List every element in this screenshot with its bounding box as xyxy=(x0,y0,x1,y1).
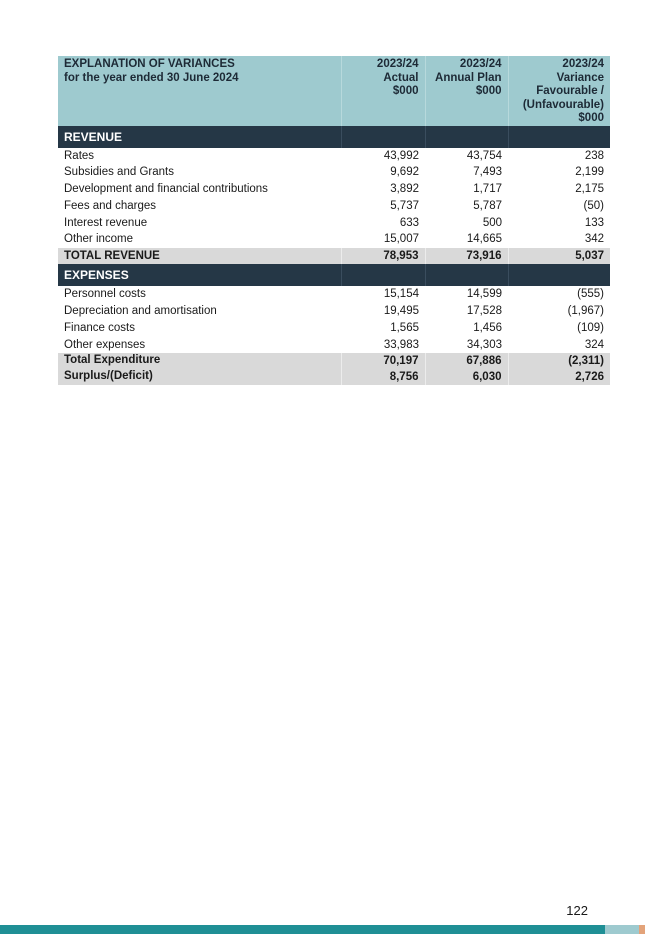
plan-header-label: Annual Plan xyxy=(435,71,502,84)
plan-header-year: 2023/24 xyxy=(459,58,502,70)
table-title-line1: EXPLANATION OF VARIANCES xyxy=(64,58,235,70)
row-variance: 324 xyxy=(584,338,604,351)
variance-header-year: 2023/24 xyxy=(562,58,604,70)
total-revenue-plan: 73,916 xyxy=(425,248,508,264)
table-title xyxy=(58,56,341,126)
surplus-plan: 6,030 xyxy=(425,369,508,385)
row-variance: 238 xyxy=(584,149,604,162)
table-row xyxy=(58,303,610,320)
surplus-label: Surplus/(Deficit) xyxy=(58,369,341,385)
row-plan: 5,787 xyxy=(473,199,502,212)
row-variance: (555) xyxy=(577,288,604,301)
row-variance: 342 xyxy=(584,233,604,246)
row-variance: 2,199 xyxy=(575,166,604,179)
variance-header-unfavourable: (Unfavourable) xyxy=(522,98,604,111)
row-label: Personnel costs xyxy=(64,288,146,301)
expenses-section-label: EXPENSES xyxy=(58,264,341,286)
row-plan: 1,456 xyxy=(473,321,502,334)
actual-header-label: Actual xyxy=(383,71,419,84)
page-number: 122 xyxy=(566,903,588,918)
row-actual: 43,992 xyxy=(383,149,419,162)
table-row xyxy=(58,231,610,248)
actual-column-header xyxy=(341,56,425,126)
row-label: Other income xyxy=(64,233,134,246)
row-variance: (1,967) xyxy=(567,305,604,318)
total-revenue-actual: 78,953 xyxy=(341,248,425,264)
row-actual: 5,737 xyxy=(390,199,419,212)
total-expenditure-actual: 70,197 xyxy=(341,353,425,369)
row-actual: 3,892 xyxy=(390,183,419,196)
row-label: Rates xyxy=(64,149,95,162)
row-variance: (109) xyxy=(577,321,604,334)
table-row xyxy=(58,198,610,215)
variance-column-header xyxy=(508,56,610,126)
total-expenditure-label: Total Expenditure xyxy=(58,353,341,369)
total-expenditure-variance: (2,311) xyxy=(508,353,610,369)
total-revenue-label: TOTAL REVENUE xyxy=(58,248,341,264)
table-row xyxy=(58,148,610,165)
row-label: Fees and charges xyxy=(64,199,157,212)
table-title-line2: for the year ended 30 June 2024 xyxy=(64,71,239,84)
table-row xyxy=(58,320,610,337)
plan-column-header xyxy=(425,56,508,126)
table-row xyxy=(58,286,610,303)
row-variance: (50) xyxy=(583,199,604,212)
row-variance: 2,175 xyxy=(575,183,604,196)
table-row xyxy=(58,337,610,354)
variance-header-label: Variance xyxy=(556,71,604,84)
row-plan: 14,599 xyxy=(466,288,502,301)
row-label: Other expenses xyxy=(64,338,146,351)
total-expenditure-plan: 67,886 xyxy=(425,353,508,369)
row-plan: 7,493 xyxy=(473,166,502,179)
table-row xyxy=(58,164,610,181)
total-revenue-variance: 5,037 xyxy=(508,248,610,264)
variance-header-unit: $000 xyxy=(578,112,604,124)
total-expenditure-row xyxy=(58,353,610,369)
table-row xyxy=(58,181,610,198)
revenue-section-label: REVENUE xyxy=(58,126,341,148)
row-actual: 15,154 xyxy=(383,288,419,301)
surplus-variance: 2,726 xyxy=(508,369,610,385)
variance-header-favourable: Favourable / xyxy=(536,85,604,97)
plan-header-unit: $000 xyxy=(475,85,502,97)
row-actual: 9,692 xyxy=(390,166,419,179)
row-plan: 500 xyxy=(482,216,502,229)
row-actual: 19,495 xyxy=(383,305,419,318)
row-label: Interest revenue xyxy=(64,216,148,229)
surplus-actual: 8,756 xyxy=(341,369,425,385)
row-plan: 1,717 xyxy=(473,183,502,196)
variance-table xyxy=(58,56,610,385)
row-label: Development and financial contributions xyxy=(64,183,268,196)
row-label: Subsidies and Grants xyxy=(64,166,174,179)
row-actual: 33,983 xyxy=(383,338,419,351)
expenses-section-row xyxy=(58,264,610,286)
row-actual: 15,007 xyxy=(383,233,419,246)
footer-bar-teal xyxy=(0,925,605,934)
table-row xyxy=(58,215,610,232)
surplus-row xyxy=(58,369,610,385)
actual-header-unit: $000 xyxy=(392,85,419,97)
row-actual: 633 xyxy=(399,216,419,229)
row-label: Finance costs xyxy=(64,321,135,334)
row-variance: 133 xyxy=(584,216,604,229)
row-plan: 34,303 xyxy=(466,338,502,351)
row-plan: 17,528 xyxy=(466,305,502,318)
footer-bar-orange xyxy=(639,925,645,934)
row-plan: 14,665 xyxy=(466,233,502,246)
footer-bar-light xyxy=(605,925,639,934)
row-label: Depreciation and amortisation xyxy=(64,305,217,318)
total-revenue-row xyxy=(58,248,610,264)
table-header-row xyxy=(58,56,610,126)
row-plan: 43,754 xyxy=(466,149,502,162)
revenue-section-row xyxy=(58,126,610,148)
actual-header-year: 2023/24 xyxy=(376,58,419,70)
row-actual: 1,565 xyxy=(390,321,419,334)
